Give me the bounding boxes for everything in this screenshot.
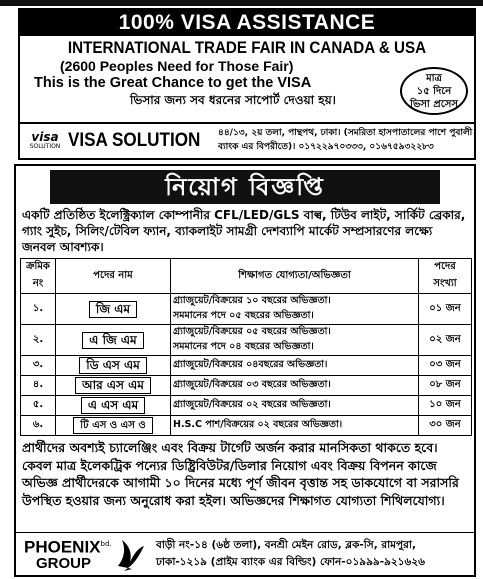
post-name: ডি এস এম [79,357,146,374]
fifteen-day-badge [400,67,468,115]
post-name: এ জি এম [82,332,143,349]
table-row [21,356,472,376]
job-circular-ad [14,164,476,577]
post-name: এ এস এম [81,397,145,414]
visa-ad-footer [20,122,474,158]
row-qualification: H.S.C পাশ/বিক্রয়ের ০২ বছরের অভিজ্ঞতা। [171,416,419,436]
great-chance-line: This is the Great Chance to get the VISA [34,75,312,91]
row-qualification: গ্র্যাজুয়েট/বিক্রয়ের ০২ বছরের অভিজ্ঞতা। [171,396,419,416]
header-post: পদের নাম [56,259,171,294]
row-count: ০২ জন [419,325,472,356]
row-post [56,376,171,396]
visa-address-line-1: ৪৪/১৩, ২য় তলা, পান্থপথ, ঢাকা। (সমরিতা হাসপাতালের পাশে পুবালী [218,128,473,138]
row-serial: ৬. [21,416,56,436]
header-qualification: শিক্ষাগত যোগ্যতা/অভিজ্ঞতা [171,259,419,294]
visa-logo-sub: SOLUTION [29,143,61,150]
visa-support-line: ভিসার জন্য সব ধরনের সাপোর্ট দেওয়া হয়। [130,93,336,107]
table-row [21,416,472,436]
job-closing-text: প্রার্থীদের অবশ্যই চ্যালেঞ্জিং এবং বিক্রয় টার্গেট অর্জন করার মানসিকতা থাকতে হবে। কেবল মাত্র ইলেকট্রিক পন্যের ডিষ্ট্রিবিউটর/ডিলার নিয়োগ এবং বিক্রয় বিপনন কাজে অভিজ্ঞ প্রার্থীদেরকে আগামী ১০ দিনের মধ্যে পূর্ণ জীবন বৃত্তান্ত সহ ডাকযোগে বা সরাসরি উপস্থিত হওয়ার জন্য অনুরোধ করা হইল। অভিজ্ঞদের শিক্ষাগত যোগ্যতা শিথিলযোগ্য। [22,440,459,508]
top-border-strip [0,0,483,6]
row-count: ০৮ জন [419,376,472,396]
row-post [56,396,171,416]
row-qualification: গ্র্যাজুয়েট/বিক্রয়ের ০৪বছরের অভিজ্ঞতা। [171,356,419,376]
qualification-line-2: সমমানের পদে ০৫ বছরের অভিজ্ঞতা। [173,310,314,321]
visa-address-line-2: ব্যাংক এর বিপরীতে)। ০১৭২২৯৭০৩৩৩, ০১৬৭৫৯৩২২৮৩ [218,142,434,152]
visa-logo-word: visa [31,130,59,144]
trade-fair-line: INTERNATIONAL TRADE FAIR IN CANADA & USA [67,39,427,57]
vacancy-table [20,258,472,436]
row-qualification [171,294,419,325]
qualification-line-1: গ্র্যাজুয়েট/বিক্রয়ের ০৫ বছরের অভিজ্ঞতা। [173,326,331,337]
header-count: পদের সংখ্যা [419,259,472,294]
badge-line-1: মাত্র [426,73,442,84]
table-row [21,396,472,416]
table-row [21,376,472,396]
visa-company-name: VISA SOLUTION [68,130,201,151]
visa-headline: 100% VISA ASSISTANCE [20,10,474,36]
job-intro-text: একটি প্রতিষ্ঠিত ইলেক্ট্রিক্যাল কোম্পানীর CFL/LED/GLS বাল্ব, টিউব লাইট, সার্কিট ব্রেকার, গ্যাং সুইচ, সিলিং/টেবিল ফ্যান, ব্যাকলাইট সামগ্রী দেশব্যাপি মার্কেট সম্প্রসারণের লক্ষ্যে জনবল আবশ্যক। [22,208,466,254]
row-post [56,416,171,436]
post-name: জি এম [89,301,137,318]
phoenix-address-line-2: ঢাকা-১২১৯ (প্রাইম ব্যাংক এর বিল্ডিং) ফোন-০১৯৯৯-৯২১৬২৬ [156,556,425,568]
row-qualification: গ্র্যাজুয়েট/বিক্রয়ের ০৩ বছরের অভিজ্ঞতা। [171,376,419,396]
row-count: ১০ জন [419,396,472,416]
badge-line-2: ১৫ দিনে [416,86,452,97]
row-post [56,356,171,376]
phoenix-group-logo [24,536,114,571]
phoenix-bird-icon [114,536,146,572]
qualification-line-1: গ্র্যাজুয়েট/বিক্রয়ের ১০ বছরের অভিজ্ঞতা। [173,295,331,306]
badge-line-3: ভিসা প্রসেস [410,99,458,110]
phoenix-logo-name: PHOENIX [24,537,101,557]
row-post [56,294,171,325]
row-serial: ১. [21,294,56,325]
table-row [21,294,472,325]
phoenix-logo-bd: bd. [100,540,112,549]
vacancy-table-header [21,259,472,294]
visa-solution-logo [24,127,66,155]
row-post [56,325,171,356]
phoenix-address [156,537,425,571]
row-serial: ৩. [21,356,56,376]
phoenix-address-line-1: বাড়ী নং-১৪ (৬ষ্ঠ তলা), বনশ্রী মেইন রোড, ব্লক-সি, রামপুরা, [156,539,416,551]
phoenix-logo-group: GROUP [36,554,92,572]
table-row [21,325,472,356]
visa-address [218,126,473,154]
row-serial: ৫. [21,396,56,416]
phoenix-footer [16,532,474,575]
row-count: ৩০ জন [419,416,472,436]
post-name: আর এস এম [75,377,151,394]
row-serial: ৪. [21,376,56,396]
people-need-line: (2600 Peoples Need for Those Fair) [60,58,294,74]
row-serial: ২. [21,325,56,356]
row-qualification [171,325,419,356]
header-serial: ক্রমিক নং [21,259,56,294]
visa-assistance-ad [18,8,476,160]
post-name: টি এস ও এস ও [73,417,152,434]
row-count: ০১ জন [419,294,472,325]
row-count: ০৩ জন [419,356,472,376]
qualification-line-2: সমমানের পদে ০৪ বছরের অভিজ্ঞতা। [173,341,314,352]
job-circular-title: নিয়োগ বিজ্ঞপ্তি [50,170,440,204]
